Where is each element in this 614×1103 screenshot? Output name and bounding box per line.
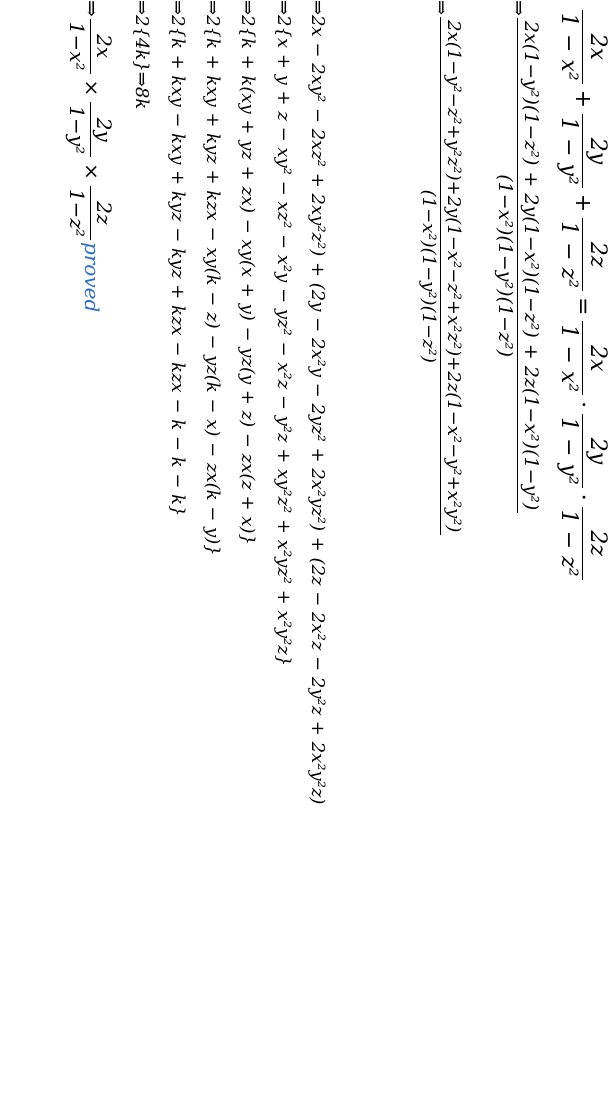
- equals-sign: =: [570, 297, 596, 316]
- equation-line-5: ⇒2{x + y + z − xy² − xz² − x²y − yz² − x²z − y²z + xy²z² + x²yz² + x²y²z}: [273, 0, 294, 667]
- times-sign: ×: [80, 163, 104, 180]
- equation-line-6: ⇒2{k + k(xy + yz + zx) − xy(x + y) − yz(y + z) − zx(z + x)}: [237, 0, 258, 545]
- fraction: [557, 114, 608, 188]
- equation-line-3: [419, 0, 462, 537]
- implies-arrow: ⇒: [80, 0, 104, 17]
- equation-line-4: ⇒2x − 2xy² − 2xz² + 2xy²z²) + (2y − 2x²y − 2yz² + 2x²yz²) + (2z − 2x²z − 2y²z + 2x²y²z): [307, 0, 328, 805]
- fraction: [557, 218, 608, 291]
- dot-operator: ·: [570, 401, 596, 409]
- equation-line-10: [67, 0, 114, 312]
- proved-label: proved: [80, 241, 104, 313]
- denominator: (1−x²)(1−y²)(1−z²): [418, 189, 439, 363]
- fraction: [557, 10, 608, 84]
- numerator: 2x: [90, 19, 114, 74]
- implies-arrow: ⇒: [430, 0, 452, 16]
- denominator: 1 − x²: [556, 324, 581, 393]
- numerator: 2z: [582, 507, 608, 580]
- denominator: (1−x²)(1−y²)(1−z²): [494, 174, 516, 357]
- fraction: [557, 321, 608, 395]
- equation-line-9: ⇒2{4k}⇒8k: [131, 0, 152, 110]
- implies-arrow: ⇒: [507, 0, 530, 16]
- denominator: 1 − x²: [556, 13, 581, 81]
- fraction: [419, 17, 462, 535]
- fraction: [557, 507, 608, 580]
- plus-sign: +: [570, 193, 596, 213]
- numerator: 2y: [90, 102, 114, 157]
- denominator: 1 − y²: [556, 417, 581, 485]
- dot-operator: ·: [570, 493, 596, 501]
- denominator: 1 − z²: [556, 221, 581, 289]
- numerator: 2z: [582, 218, 608, 291]
- numerator: 2x(1−y²−z²+y²z²)+2y(1−x²−z²+x²z²)+2z(1−x²−y²+x²y²): [440, 17, 462, 535]
- fraction: [67, 102, 114, 157]
- equation-line-8: ⇒2{k + kxy − kxy + kyz − kyz + kzx − kzx − k − k − k}: [167, 0, 188, 517]
- fraction: [67, 19, 114, 74]
- numerator: 2x(1−y²)(1−z²) + 2y(1−x²)(1−z²) + 2z(1−x²)(1−y²): [517, 18, 540, 513]
- plus-sign: +: [570, 89, 596, 109]
- fraction: [67, 186, 114, 240]
- numerator: 2z: [90, 186, 114, 240]
- equation-line-7: ⇒2{k + kxy + kyz + kzx − xy(k − z) − yz(k − x) − zx(k − y)}: [202, 0, 223, 556]
- denominator: 1 − z²: [556, 509, 581, 577]
- times-sign: ×: [80, 79, 104, 97]
- numerator: 2y: [582, 414, 608, 488]
- equation-line-1: [557, 8, 608, 582]
- numerator: 2y: [582, 114, 608, 188]
- denominator: 1 − y²: [556, 117, 581, 185]
- fraction: [495, 18, 540, 513]
- fraction: [557, 414, 608, 488]
- denominator: 1−z²: [65, 188, 89, 237]
- equation-line-2: [495, 0, 540, 515]
- numerator: 2x: [582, 321, 608, 395]
- denominator: 1−y²: [65, 105, 89, 155]
- denominator: 1−x²: [65, 21, 89, 71]
- numerator: 2x: [582, 10, 608, 84]
